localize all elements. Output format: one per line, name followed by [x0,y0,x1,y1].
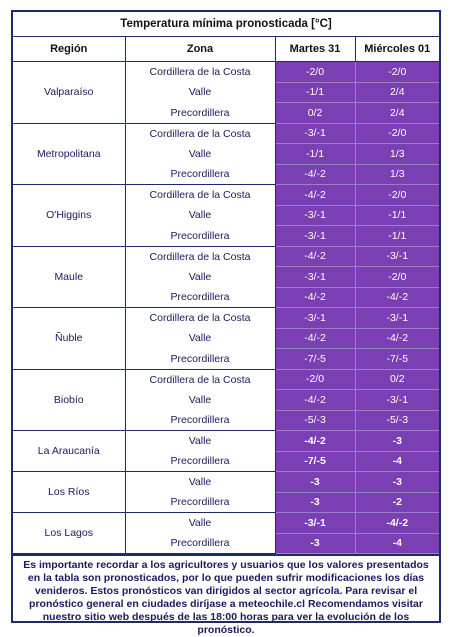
table-title [13,12,439,37]
zona-cell: Valle [125,513,275,534]
table-row [13,246,439,267]
day2-value-cell: 2/4 [355,103,439,124]
forecast-table-frame [11,10,441,636]
zona-cell: Precordillera [125,451,275,472]
header-region: Región [13,37,125,62]
day1-value-cell: -3 [275,472,355,493]
day1-value-cell: -4/-2 [275,287,355,308]
header-day2: Miércoles 01 [355,37,439,62]
day2-value-cell: -1/1 [355,226,439,247]
day2-value-cell: -4/-2 [355,328,439,349]
footer-note: Es importante recordar a los agricultores y usuarios que los valores presentados en la tabla son pronosticados, por lo que pueden sufrir modificaciones los días venideros. Estos pronósticos van dirigidos al sector agrícola. Para revisar el pronóstico general en ciudades diríjase a meteochile.cl Recomendamos visitar nuestro sitio web después de las 18:00 horas para ver la evolución de los pronóstico. [13,554,439,637]
day2-value-cell: -2/0 [355,267,439,288]
region-cell: Los Lagos [13,513,125,554]
zona-cell: Valle [125,144,275,165]
day2-value-cell: -4/-2 [355,513,439,534]
day1-value-cell: 0/2 [275,103,355,124]
day1-value-cell: -3/-1 [275,205,355,226]
zona-cell: Cordillera de la Costa [125,308,275,329]
table-row [13,472,439,493]
zona-cell: Precordillera [125,287,275,308]
zona-cell: Precordillera [125,226,275,247]
table-row [13,185,439,206]
day2-value-cell: 1/3 [355,164,439,185]
day1-value-cell: -3 [275,492,355,513]
day1-value-cell: -4/-2 [275,431,355,452]
table-title-text: Temperatura mínima pronosticada [°C] [120,18,332,30]
forecast-table [13,37,439,554]
zona-cell: Precordillera [125,492,275,513]
day2-value-cell: -3 [355,472,439,493]
day2-value-cell: -3/-1 [355,308,439,329]
day2-value-cell: -2/0 [355,62,439,83]
zona-cell: Cordillera de la Costa [125,123,275,144]
day2-value-cell: 2/4 [355,82,439,103]
day2-value-cell: -3/-1 [355,246,439,267]
region-cell: O'Higgins [13,185,125,247]
table-row [13,123,439,144]
zona-cell: Valle [125,82,275,103]
table-body [13,62,439,554]
day2-value-cell: -2 [355,492,439,513]
day1-value-cell: -5/-3 [275,410,355,431]
day1-value-cell: -7/-5 [275,451,355,472]
zona-cell: Valle [125,390,275,411]
day1-value-cell: -3/-1 [275,308,355,329]
zona-cell: Valle [125,431,275,452]
day2-value-cell: -4 [355,451,439,472]
day2-value-cell: 0/2 [355,369,439,390]
region-cell: Biobío [13,369,125,431]
day2-value-cell: 1/3 [355,144,439,165]
table-row [13,369,439,390]
day2-value-cell: -4/-2 [355,287,439,308]
zona-cell: Cordillera de la Costa [125,369,275,390]
region-cell: Valparaíso [13,62,125,124]
day1-value-cell: -3/-1 [275,267,355,288]
day2-value-cell: -5/-3 [355,410,439,431]
zona-cell: Valle [125,267,275,288]
zona-cell: Cordillera de la Costa [125,62,275,83]
region-cell: Metropolitana [13,123,125,185]
table-row [13,431,439,452]
day1-value-cell: -2/0 [275,369,355,390]
region-cell: Ñuble [13,308,125,370]
zona-cell: Precordillera [125,533,275,554]
day1-value-cell: -3/-1 [275,123,355,144]
zona-cell: Cordillera de la Costa [125,185,275,206]
day2-value-cell: -7/-5 [355,349,439,370]
day2-value-cell: -2/0 [355,185,439,206]
day1-value-cell: -4/-2 [275,328,355,349]
day1-value-cell: -4/-2 [275,390,355,411]
zona-cell: Precordillera [125,164,275,185]
zona-cell: Valle [125,328,275,349]
day1-value-cell: -3/-1 [275,513,355,534]
zona-cell: Valle [125,205,275,226]
day1-value-cell: -3/-1 [275,226,355,247]
region-cell: La Araucanía [13,431,125,472]
zona-cell: Precordillera [125,410,275,431]
day1-value-cell: -4/-2 [275,164,355,185]
day1-value-cell: -3 [275,533,355,554]
header-day1: Martes 31 [275,37,355,62]
day1-value-cell: -2/0 [275,62,355,83]
day2-value-cell: -4 [355,533,439,554]
day1-value-cell: -1/1 [275,82,355,103]
day2-value-cell: -1/1 [355,205,439,226]
table-row [13,308,439,329]
header-row [13,37,439,62]
zona-cell: Cordillera de la Costa [125,246,275,267]
day1-value-cell: -7/-5 [275,349,355,370]
zona-cell: Precordillera [125,349,275,370]
day1-value-cell: -4/-2 [275,185,355,206]
region-cell: Maule [13,246,125,308]
zona-cell: Valle [125,472,275,493]
zona-cell: Precordillera [125,103,275,124]
day2-value-cell: -3 [355,431,439,452]
day2-value-cell: -2/0 [355,123,439,144]
day2-value-cell: -3/-1 [355,390,439,411]
table-row [13,513,439,534]
header-zona: Zona [125,37,275,62]
table-row [13,62,439,83]
day1-value-cell: -4/-2 [275,246,355,267]
region-cell: Los Ríos [13,472,125,513]
day1-value-cell: -1/1 [275,144,355,165]
